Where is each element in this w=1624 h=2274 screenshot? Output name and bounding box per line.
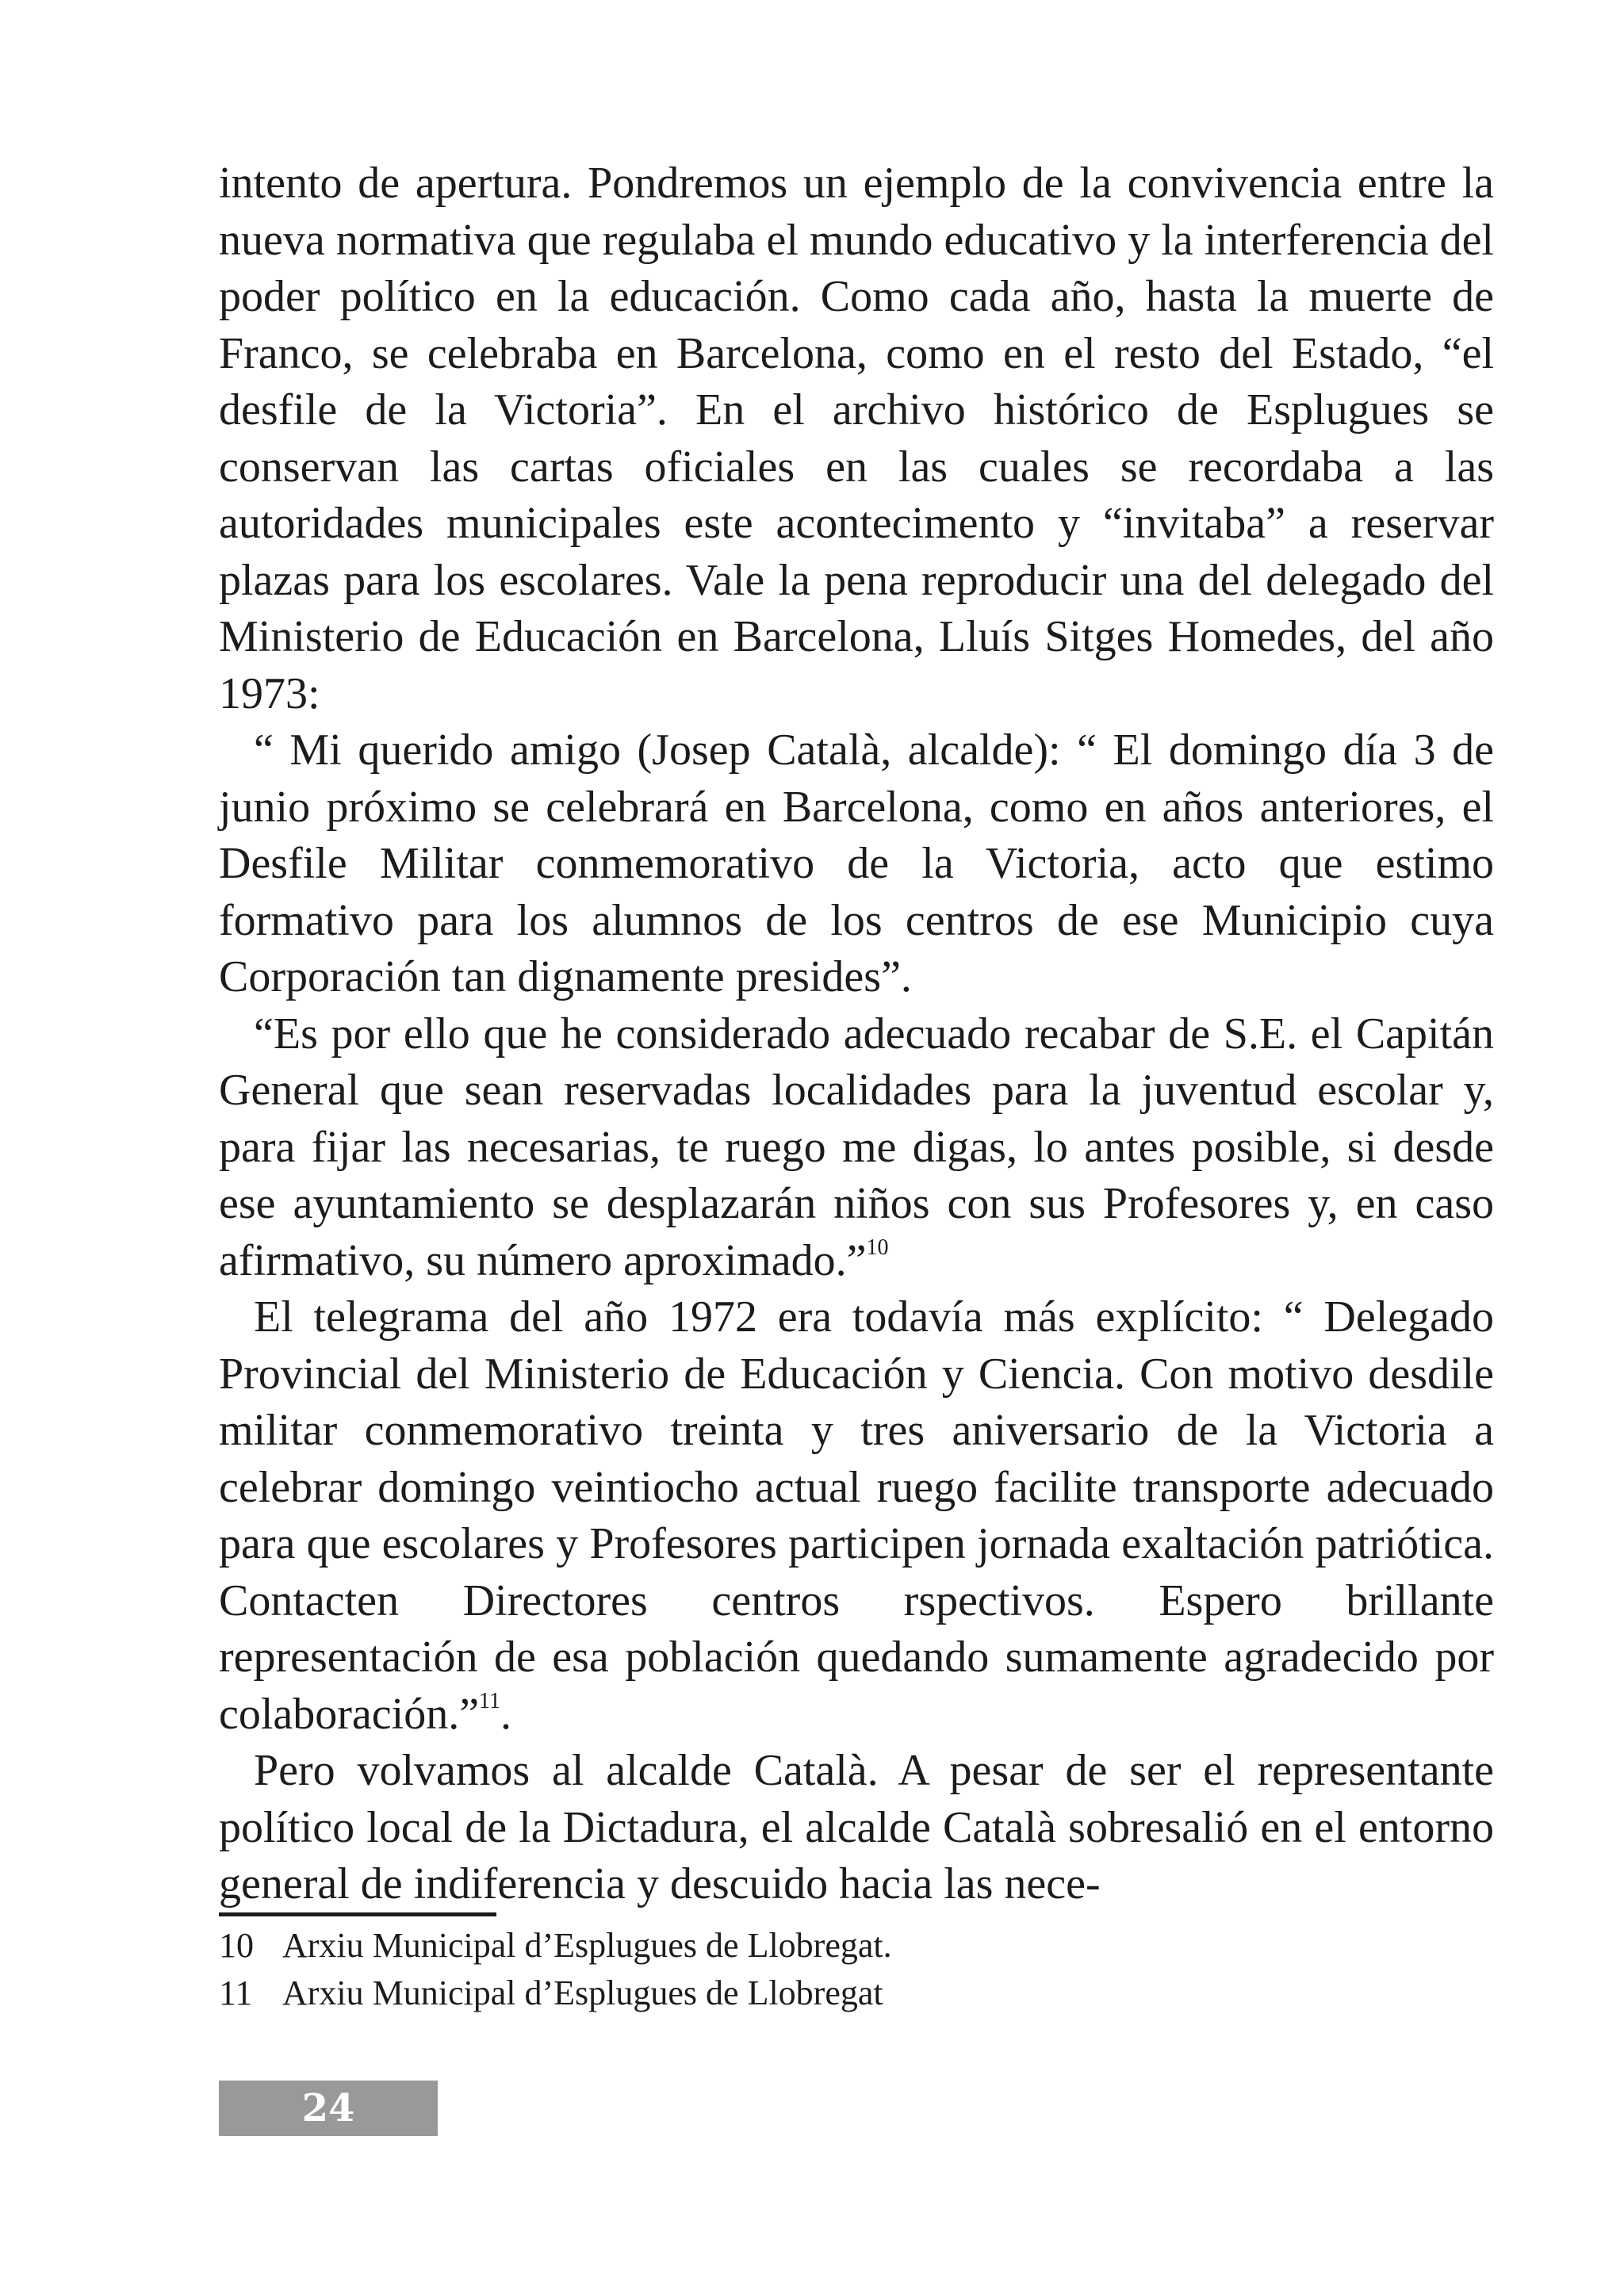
paragraph-text: intento de apertura. Pondremos un ejemplo de la convivencia entre la nueva normativa que regulaba el mundo educativo y la interferencia del poder político en la educación. Como cada año, hasta la muerte de Franco, se celebraba en Barcelona, como en el resto del Estado, “el desfile de la Victoria”. En el archivo histórico de Esplugues se conservan las cartas oficiales en las cuales se recordaba a las autoridades municipales este acontecimento y “invitaba” a reservar plazas para los escolares. Vale la pena reproducir una del delegado del Ministerio de Educación en Barcelona, Lluís Sitges Homedes, del año 1973: (219, 159, 1494, 718)
paragraph (219, 155, 1494, 722)
paragraph (219, 1743, 1494, 1913)
paragraph-text: Pero volvamos al alcalde Català. A pesar de ser el representante político local de la Dictadura, el alcalde Català sobresalió en el entorno general de indiferencia y descuido hacia las nece- (219, 1746, 1494, 1908)
footnote-reference: 11 (479, 1688, 501, 1713)
page-number: 24 (219, 2081, 438, 2136)
footnotes (219, 1922, 892, 2017)
paragraph-tail: . (500, 1689, 512, 1739)
paragraph-text: “Es por ello que he considerado adecuado recabar de S.E. el Capitán General que sean reservadas localidades para la juventud escolar y, para fijar las necesarias, te ruego me digas, lo antes posible, si desde ese ayuntamiento se desplazarán niños con sus Profesores y, en caso afirmativo, su número aproximado.” (219, 1009, 1494, 1285)
paragraph-text: El telegrama del año 1972 era todavía más explícito: “ Delegado Provincial del Ministerio de Educación y Ciencia. Con motivo desdile militar conmemorativo treinta y tres aniversario de la Victoria a celebrar domingo veintiocho actual ruego facilite transporte adecuado para que escolares y Profesores participen jornada exaltación patriótica. Contacten Directores centros rspectivos. Espero brillante representación de esa población quedando sumamente agradecido por colaboración.” (219, 1292, 1494, 1739)
footnote-text: Arxiu Municipal d’Esplugues de Llobregat. (282, 1926, 892, 1965)
paragraph (219, 722, 1494, 1006)
footnote-text: Arxiu Municipal d’Esplugues de Llobregat (282, 1973, 883, 2012)
footnote-reference: 10 (866, 1235, 889, 1260)
body-text (219, 155, 1494, 1913)
footnote (219, 1970, 892, 2017)
footnote-divider (219, 1912, 496, 1916)
paragraph (219, 1289, 1494, 1743)
paragraph-text: “ Mi querido amigo (Josep Català, alcalde): “ El domingo día 3 de junio próximo se celebrará en Barcelona, como en años anteriores, el Desfile Militar conmemorativo de la Victoria, acto que estimo formativo para los alumnos de los centros de ese Municipio cuya Corporación tan dignamente presides”. (219, 725, 1494, 1001)
paragraph (219, 1006, 1494, 1290)
footnote-number: 11 (219, 1973, 253, 2012)
footnote-number: 10 (219, 1926, 254, 1965)
footnote (219, 1922, 892, 1970)
